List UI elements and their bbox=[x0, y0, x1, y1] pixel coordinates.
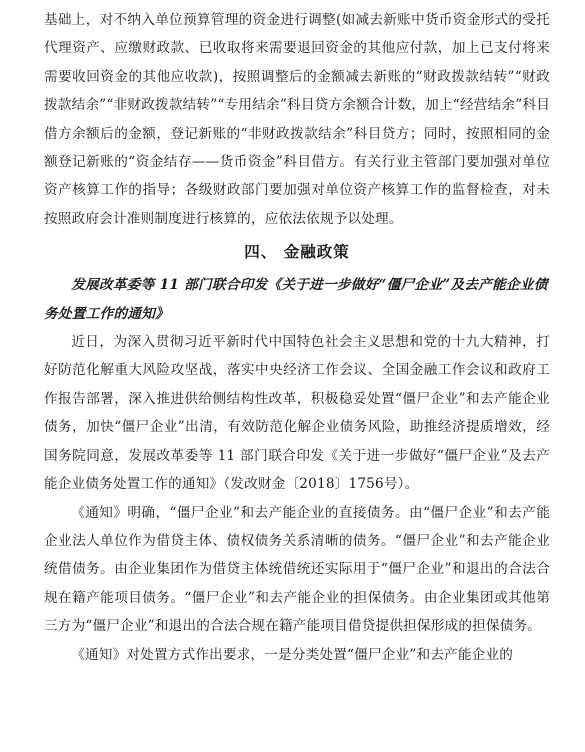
paragraph-background: 近日，为深入贯彻习近平新时代中国特色社会主义思想和党的十九大精神，打好防范化解重大风险攻坚战，落实中央经济工作会议、全国金融工作会议和政府工作报告部署，深入推进供给侧结构性改革，积极稳妥处置“僵尸企业”和去产能企业债务，加快“僵尸企业”出清，有效防范化解企业债务风险，助推经济提质增效，经国务院同意，发展改革委等 11 部门联合印发《关于进一步做好“僵尸企业”及去产能企业债务处置工作的通知》（发改财金〔2018〕1756号）。 bbox=[44, 334, 550, 493]
paragraph-disposal-requirements: 《通知》对处置方式作出要求，一是分类处置“僵尸企业”和去产能企业的 bbox=[71, 646, 514, 663]
document-page bbox=[44, 6, 550, 669]
section-heading-financial-policy: 四、 金融政策 bbox=[244, 243, 350, 262]
paragraph-debt-scope: 《通知》明确，“僵尸企业”和去产能企业的直接债务。由“僵尸企业”和去产能企业法人单位作为借贷主体、债权债务关系清晰的债务。“僵尸企业”和去产能企业统借债务。由企业集团作为借贷主体统借统还实际用于“僵尸企业”和退出的合法合规在籍产能项目债务。“僵尸企业”和去产能企业的担保债务。由企业集团或其他第三方为“僵尸企业”和退出的合法合规在籍产能项目借贷提供担保形成的担保债务。 bbox=[44, 504, 550, 635]
article-title: 发展改革委等 11 部门联合印发《关于进一步做好“僵尸企业”及去产能企业债务处置工作的通知》 bbox=[44, 277, 548, 322]
paragraph-accounting-adjustment: 基础上，对不纳入单位预算管理的资金进行调整(如减去新账中货币资金形式的受托代理资产、应缴财政款、已收取将来需要退回资金的其他应付款，加上已支付将来需要收回资金的其他应收款)，按照调整后的金额减去新账的“财政拨款结转”“财政拨款结余”“非财政拨款结转”“专用结余”科目贷方余额合计数，加上“经营结余”科目借方余额后的金额，登记新账的“非财政拨款结余”科目贷方；同时，按照相同的金额登记新账的“资金结存——货币资金”科目借方。有关行业主管部门要加强对单位资产核算工作的指导；各级财政部门要加强对单位资产核算工作的监督检查，对未按照政府会计准则制度进行核算的，应依法依规予以处理。 bbox=[44, 12, 550, 227]
